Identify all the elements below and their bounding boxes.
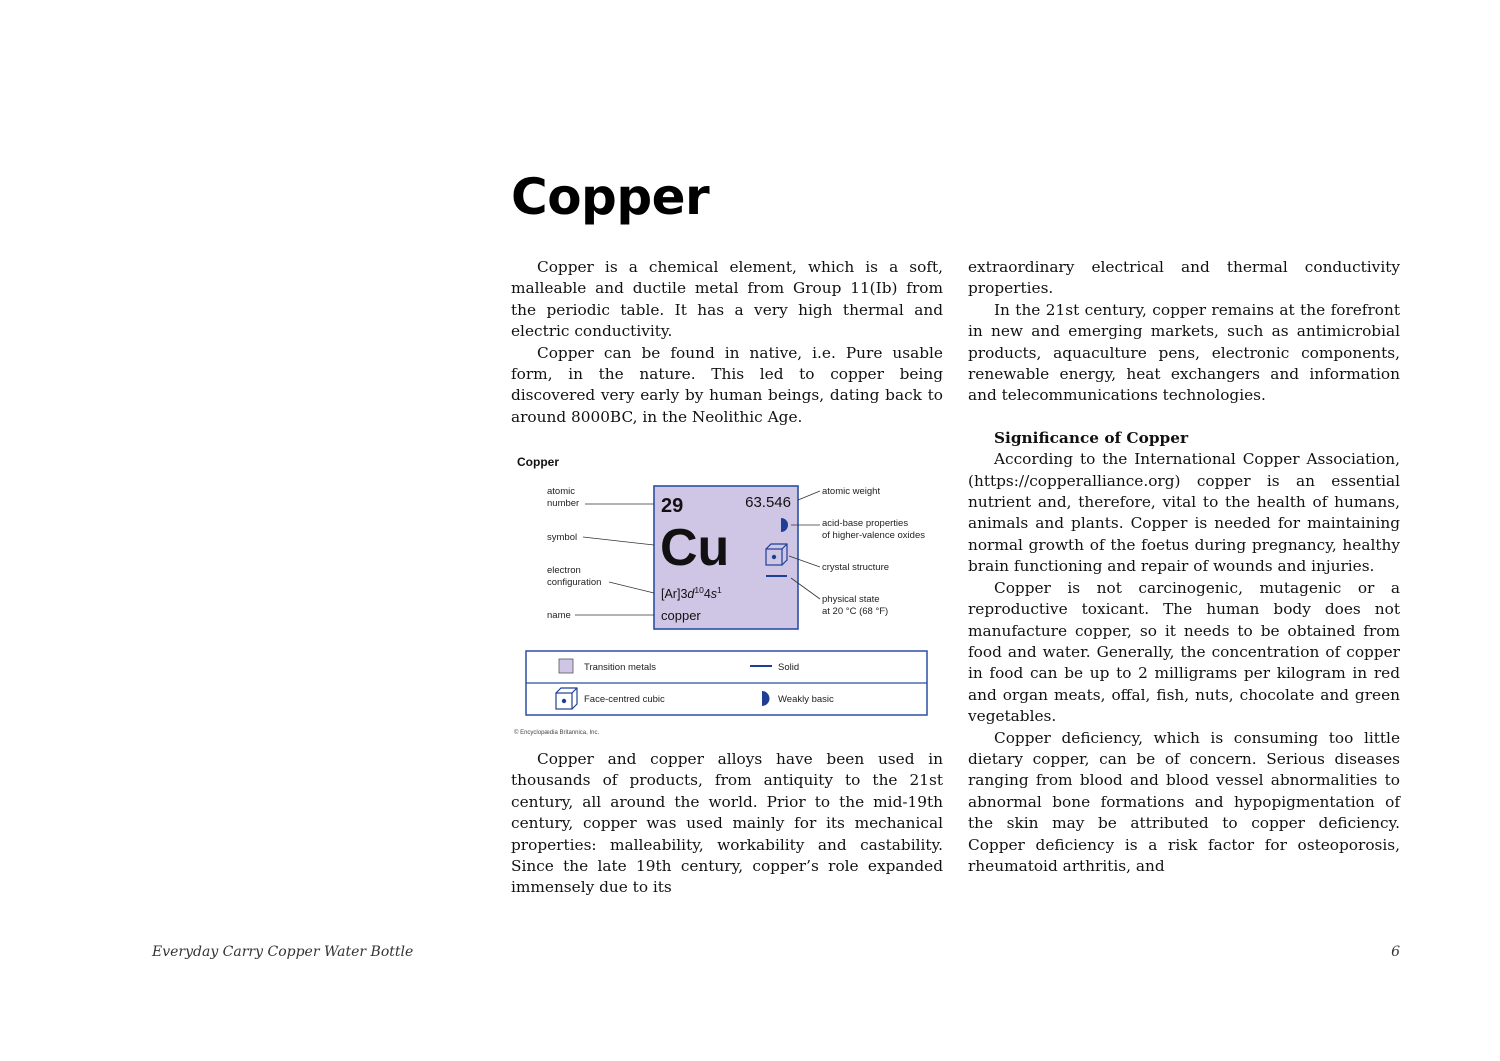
left-column-bottom <box>511 749 943 899</box>
label-atomic-weight: atomic weight <box>822 486 881 497</box>
label-symbol: symbol <box>547 532 578 543</box>
label-name: name <box>547 610 571 621</box>
page-title: Copper <box>511 168 710 226</box>
atomic-number: 29 <box>661 495 684 517</box>
paragraph: According to the International Copper Association, (https://copperalliance.org) copper is an essential nutrient and, therefore, vital to the health of humans, animals and plants. Copper is needed for maintaining normal growth of the foetus during pregnancy, healthy brain functioning and repair of wounds and injuries. <box>968 450 1400 576</box>
left-column-top <box>511 257 943 428</box>
paragraph: Copper deficiency, which is consuming too little dietary copper, can be of concern. Serious diseases ranging from blood and blood vessel abnormalities to abnormal bone formations and hypopigmentation of the skin may be attributed to copper deficiency. Copper deficiency is a risk factor for osteoporosis, rheumatoid arthritis, and <box>968 728 1400 875</box>
label-electron: electron <box>547 565 581 576</box>
label-physical-2: at 20 °C (68 °F) <box>822 606 889 617</box>
paragraph: Copper and copper alloys have been used in thousands of products, from antiquity to the 21st century, all around the world. Prior to the mid-19th century, copper was used mainly for its mechanical properties: malleability, workability and castability. Since the late 19th century, copper’s role expanded immensely due to its <box>511 750 943 897</box>
paragraph: extraordinary electrical and thermal conductivity properties. <box>968 258 1400 298</box>
element-symbol: Cu <box>660 519 730 577</box>
legend-fcc-icon <box>556 688 577 709</box>
label-physical: physical state <box>822 594 880 605</box>
right-column <box>968 257 1400 877</box>
label-acid-base: acid-base properties <box>822 518 909 529</box>
legend-fcc: Face-centred cubic <box>584 694 665 705</box>
transition-metals-swatch <box>559 659 573 673</box>
element-name: copper <box>661 608 701 623</box>
legend-weakly-basic: Weakly basic <box>778 694 834 705</box>
atomic-weight: 63.546 <box>745 494 791 511</box>
page-number: 6 <box>1391 944 1400 960</box>
element-figure <box>511 448 943 738</box>
footer-title: Everyday Carry Copper Water Bottle <box>152 944 414 960</box>
figure-credit: © Encyclopædia Britannica, Inc. <box>514 730 600 736</box>
legend-transition: Transition metals <box>584 662 656 673</box>
label-configuration: configuration <box>547 577 602 588</box>
label-crystal: crystal structure <box>822 562 890 573</box>
paragraph: Copper can be found in native, i.e. Pure usable form, in the nature. This led to copper being discovered very early by human beings, dating back to around 8000BC, in the Neolithic Age. <box>511 343 943 426</box>
paragraph: In the 21st century, copper remains at the forefront in new and emerging markets, such as antimicrobial products, aquaculture pens, electronic components, renewable energy, heat exchangers and information and telecommunications technologies. <box>968 300 1400 405</box>
legend-weakly-basic-icon <box>762 691 770 706</box>
label-atomic-number: atomic <box>547 486 575 497</box>
section-heading: Significance of Copper <box>994 428 1188 447</box>
legend-solid: Solid <box>778 662 800 673</box>
label-acid-base-2: of higher-valence oxides <box>822 530 925 541</box>
paragraph: Copper is a chemical element, which is a soft, malleable and ductile metal from Group 11(Ib) from the periodic table. It has a very high thermal and electric conductivity. <box>511 258 943 341</box>
paragraph: Copper is not carcinogenic, mutagenic or a reproductive toxicant. The human body does not manufacture copper, so it needs to be obtained from food and water. Generally, the concentration of copper in food can be up to 2 milligrams per kilogram in red and organ meats, offal, fish, nuts, chocolate and green vegetables. <box>968 578 1400 726</box>
electron-configuration: $[Ar]3d^{10}4s^1$ <box>661 585 722 601</box>
label-atomic-number-2: number <box>547 498 580 509</box>
figure-title: Copper <box>517 455 559 469</box>
